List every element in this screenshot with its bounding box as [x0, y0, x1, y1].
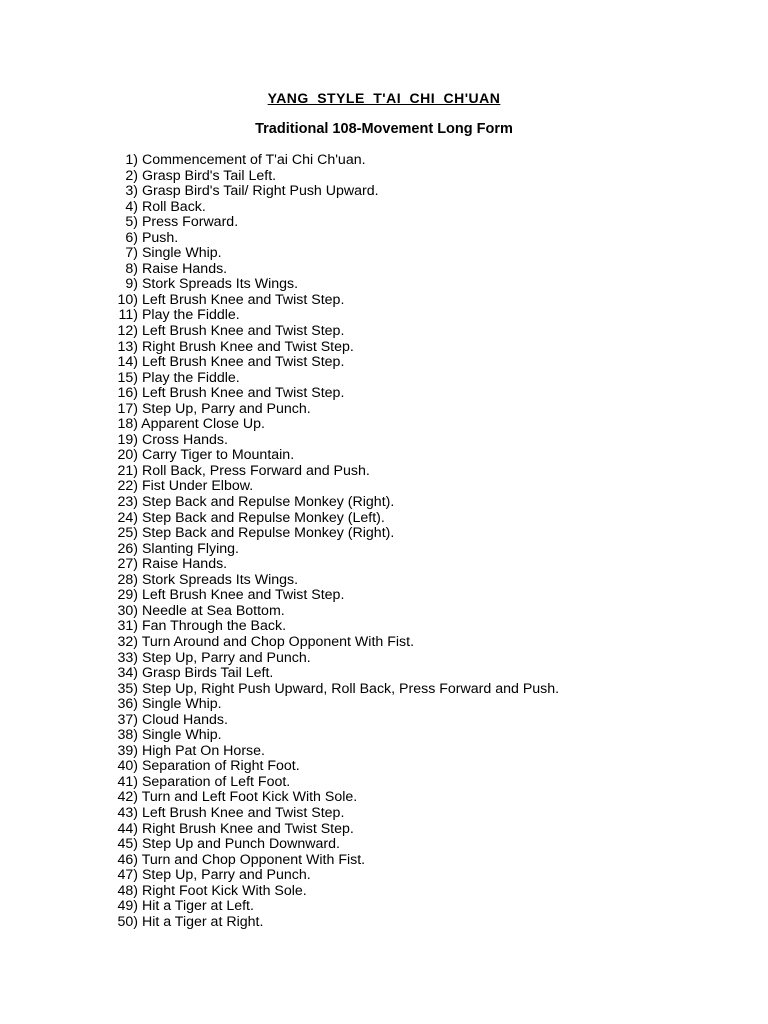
- list-item-text: Stork Spreads Its Wings.: [141, 276, 299, 293]
- list-item-number: 1): [125, 152, 138, 168]
- list-item-number: 49): [117, 898, 138, 915]
- list-item-number: 46): [117, 851, 138, 868]
- list-item: [116, 868, 559, 884]
- list-item-text: Single Whip.: [141, 727, 222, 744]
- list-item-number: 2): [125, 167, 138, 184]
- list-item-text: Play the Fiddle.: [141, 369, 240, 386]
- list-item-number: 16): [117, 385, 138, 402]
- list-item: [116, 604, 559, 620]
- list-item: [116, 557, 559, 573]
- list-item-number: 50): [117, 913, 138, 930]
- list-item: [116, 713, 559, 729]
- list-item-number: 38): [117, 727, 138, 744]
- list-item: [116, 682, 559, 698]
- list-item: [116, 153, 559, 169]
- list-item-text: Raise Hands.: [141, 556, 228, 573]
- list-item: [116, 324, 559, 340]
- list-item-text: Step Up, Parry and Punch.: [141, 400, 311, 417]
- list-item-text: Cross Hands.: [141, 431, 228, 448]
- list-item: [116, 433, 559, 449]
- list-item-number: 18): [117, 416, 138, 433]
- list-item: [116, 169, 559, 185]
- list-item: [116, 355, 559, 371]
- list-item-number: 41): [117, 773, 138, 790]
- list-item-number: 13): [117, 338, 138, 355]
- list-item: [116, 759, 559, 775]
- list-item-number: 28): [117, 571, 138, 588]
- list-item-number: 40): [117, 758, 138, 775]
- list-item-number: 32): [117, 633, 138, 650]
- list-item: [116, 822, 559, 838]
- list-item-number: 42): [117, 789, 138, 806]
- list-item-text: Right Brush Knee and Twist Step.: [141, 820, 354, 837]
- list-item-text: Left Brush Knee and Twist Step.: [141, 385, 345, 402]
- list-item: [116, 262, 559, 278]
- list-item-text: Left Brush Knee and Twist Step.: [141, 354, 345, 371]
- list-item-number: 23): [117, 494, 138, 511]
- list-item-number: 12): [117, 323, 138, 340]
- list-item-number: 31): [117, 618, 138, 635]
- list-item-text: Grasp Bird's Tail/ Right Push Upward.: [141, 183, 379, 200]
- list-item: [116, 479, 559, 495]
- list-item-number: 30): [117, 602, 138, 619]
- list-item-text: Step Up, Parry and Punch.: [141, 649, 311, 666]
- list-item: [116, 853, 559, 869]
- list-item-number: 4): [125, 198, 138, 215]
- list-item-text: Right Foot Kick With Sole.: [141, 882, 307, 899]
- list-item-text: Single Whip.: [141, 696, 222, 713]
- list-item-text: Needle at Sea Bottom.: [141, 602, 285, 619]
- list-item-text: Step Back and Repulse Monkey (Right).: [141, 525, 395, 542]
- list-item-text: Left Brush Knee and Twist Step.: [141, 587, 345, 604]
- list-item-text: Roll Back, Press Forward and Push.: [141, 462, 370, 479]
- list-item-text: Roll Back.: [141, 198, 206, 215]
- list-item: [116, 744, 559, 760]
- list-item-number: 29): [117, 587, 138, 604]
- list-item: [116, 790, 559, 806]
- list-item-text: Right Brush Knee and Twist Step.: [141, 338, 354, 355]
- list-item-text: Turn and Left Foot Kick With Sole.: [141, 789, 358, 806]
- list-item-number: 24): [117, 509, 138, 526]
- list-item: [116, 231, 559, 247]
- list-item: [116, 495, 559, 511]
- list-item-number: 6): [125, 229, 138, 246]
- list-item-text: Turn Around and Chop Opponent With Fist.: [141, 633, 415, 650]
- list-item-text: Hit a Tiger at Left.: [141, 898, 254, 915]
- list-item: [116, 246, 559, 262]
- list-item-number: 35): [117, 680, 138, 697]
- list-item-text: Hit a Tiger at Right.: [141, 913, 264, 930]
- list-item-number: 26): [117, 540, 138, 557]
- list-item: [116, 697, 559, 713]
- list-item: [116, 915, 559, 931]
- list-item-text: Grasp Birds Tail Left.: [141, 665, 274, 682]
- list-item-number: 37): [117, 711, 138, 728]
- list-item: [116, 511, 559, 527]
- list-item: [116, 200, 559, 216]
- list-item: [116, 899, 559, 915]
- list-item-text: Grasp Bird's Tail Left.: [141, 167, 277, 184]
- list-item-number: 17): [117, 400, 138, 417]
- list-item-text: Cloud Hands.: [141, 711, 228, 728]
- list-item: [116, 386, 559, 402]
- list-item-number: 7): [125, 245, 138, 262]
- document-title: YANG STYLE T'AI CHI CH'UAN: [267, 90, 501, 106]
- list-item-number: 48): [117, 882, 138, 899]
- list-item: [116, 277, 559, 293]
- list-item-number: 21): [117, 462, 138, 479]
- list-item-number: 5): [125, 214, 138, 231]
- list-item: [116, 775, 559, 791]
- list-item: [116, 215, 559, 231]
- list-item-number: 9): [125, 276, 138, 293]
- list-item-number: 3): [125, 183, 138, 200]
- list-item-text: High Pat On Horse.: [141, 742, 265, 759]
- list-item: [116, 588, 559, 604]
- list-item: [116, 619, 559, 635]
- list-item-number: 44): [117, 820, 138, 837]
- list-item-text: Push.: [141, 229, 179, 246]
- list-item-number: 20): [117, 447, 138, 464]
- list-item-text: Stork Spreads Its Wings.: [141, 571, 299, 588]
- list-item-text: Fan Through the Back.: [141, 618, 287, 635]
- list-item-text: Carry Tiger to Mountain.: [141, 447, 295, 464]
- list-item-number: 22): [117, 478, 138, 495]
- list-item-number: 11): [118, 307, 138, 324]
- list-item: [116, 340, 559, 356]
- list-item-text: Separation of Right Foot.: [141, 758, 300, 775]
- list-item-number: 33): [117, 649, 138, 666]
- list-item-text: Separation of Left Foot.: [141, 773, 291, 790]
- list-item-number: 36): [117, 696, 138, 713]
- list-item-text: Left Brush Knee and Twist Step.: [141, 291, 345, 308]
- list-item: [116, 464, 559, 480]
- list-item-text: Step Back and Repulse Monkey (Right).: [141, 494, 395, 511]
- list-item-text: Single Whip.: [141, 245, 222, 262]
- list-item-number: 34): [117, 665, 138, 682]
- list-item-number: 14): [117, 354, 138, 371]
- list-item: [116, 293, 559, 309]
- list-item: [116, 666, 559, 682]
- list-item: [116, 728, 559, 744]
- list-item: [116, 573, 559, 589]
- list-item-number: 25): [117, 525, 138, 542]
- list-item-text: Press Forward.: [141, 214, 239, 231]
- list-item-text: Slanting Flying.: [141, 540, 239, 557]
- movement-list: [116, 153, 559, 930]
- list-item: [116, 651, 559, 667]
- list-item: [116, 402, 559, 418]
- list-item: [116, 417, 559, 433]
- list-item-text: Play the Fiddle.: [141, 307, 240, 324]
- list-item-text: Commencement of T'ai Chi Ch'uan.: [141, 152, 366, 168]
- list-item-number: 8): [125, 260, 138, 277]
- list-item-number: 19): [117, 431, 138, 448]
- list-item-text: Step Back and Repulse Monkey (Left).: [141, 509, 385, 526]
- list-item: [116, 371, 559, 387]
- list-item-text: Turn and Chop Opponent With Fist.: [141, 851, 366, 868]
- list-item-number: 39): [117, 742, 138, 759]
- list-item-text: Left Brush Knee and Twist Step.: [141, 323, 345, 340]
- list-item-number: 47): [117, 867, 138, 884]
- list-item: [116, 448, 559, 464]
- list-item: [116, 308, 559, 324]
- list-item-number: 15): [117, 369, 138, 386]
- list-item-number: 45): [117, 836, 138, 853]
- list-item: [116, 806, 559, 822]
- document-subtitle: Traditional 108-Movement Long Form: [255, 121, 513, 137]
- list-item: [116, 526, 559, 542]
- list-item-text: Left Brush Knee and Twist Step.: [141, 804, 345, 821]
- list-item-number: 27): [117, 556, 138, 573]
- list-item-text: Step Up, Right Push Upward, Roll Back, Press Forward and Push.: [141, 680, 560, 697]
- list-item-text: Fist Under Elbow.: [141, 478, 254, 495]
- list-item: [116, 837, 559, 853]
- list-item: [116, 542, 559, 558]
- list-item-number: 43): [117, 804, 138, 821]
- list-item: [116, 635, 559, 651]
- list-item: [116, 184, 559, 200]
- list-item-number: 10): [117, 291, 138, 308]
- list-item: [116, 884, 559, 900]
- list-item-text: Raise Hands.: [141, 260, 228, 277]
- list-item-text: Step Up and Punch Downward.: [141, 836, 340, 853]
- list-item-text: Apparent Close Up.: [141, 416, 265, 433]
- list-item-text: Step Up, Parry and Punch.: [141, 867, 311, 884]
